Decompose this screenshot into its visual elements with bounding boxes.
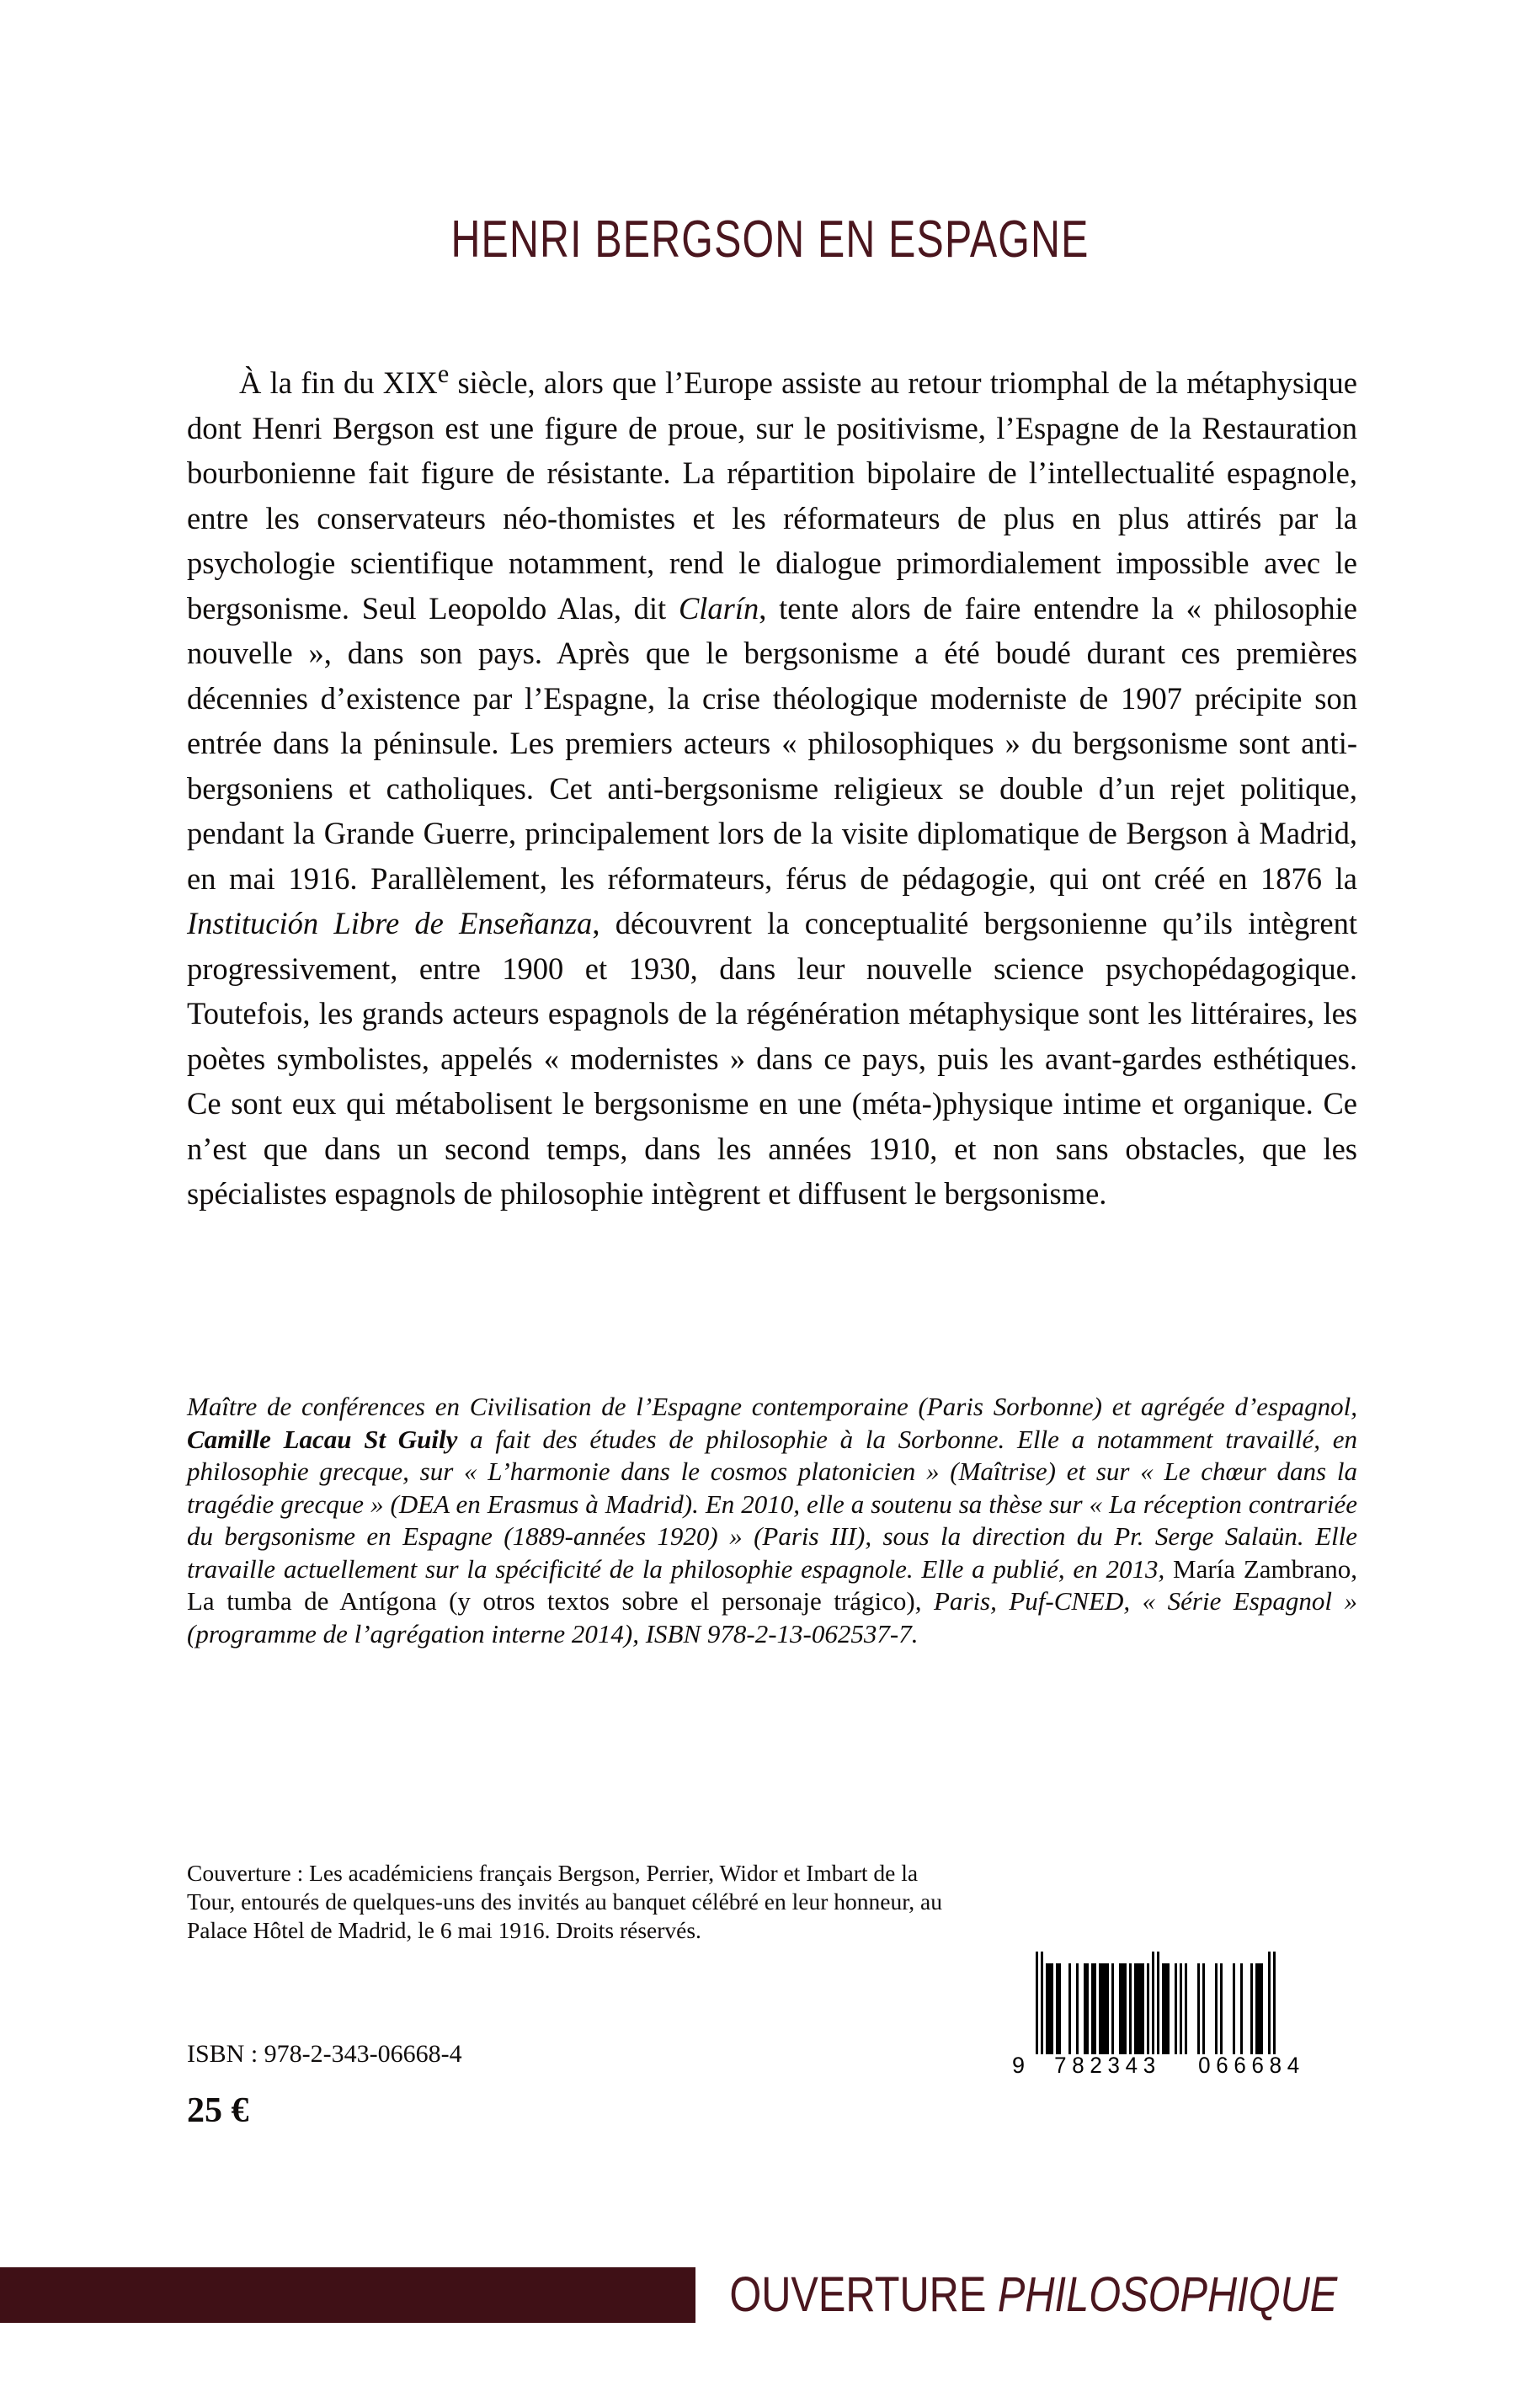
bio-text-part-1: Maître de conférences en Civilisation de l’Espagne contemporaine (Paris Sorbonne) et agrégée d’espagnol,	[187, 1392, 1357, 1421]
blurb-text-part-1: À la fin du XIX	[239, 365, 438, 401]
series-name-word-2: PHILOSOPHIQUE	[997, 2267, 1338, 2322]
barcode-digits	[1012, 2053, 1324, 2079]
isbn-label: ISBN : 978-2-343-06668-4	[187, 2040, 462, 2068]
page-title: HENRI BERGSON EN ESPAGNE	[450, 210, 1090, 269]
barcode-bars	[1036, 1963, 1324, 2054]
series-name-word-1: OUVERTURE	[729, 2267, 987, 2322]
blurb-ordinal-superscript: e	[437, 359, 450, 388]
blurb-italic-clarin: Clarín	[678, 590, 759, 626]
series-name-space	[986, 2267, 998, 2322]
price-label: 25 €	[187, 2091, 249, 2130]
bio-cited-work-title: María Zambrano, La tumba de Antígona (y otros textos sobre el personaje trágico)	[187, 1553, 1357, 1616]
cover-image-credit: Couverture : Les académiciens français Bergson, Perrier, Widor et Imbart de la Tour, entourés de quelques-uns des invités au banquet célébré en leur honneur, au Palace Hôtel de Madrid, le 6 mai 1916. Droits réservés.	[187, 1860, 942, 1943]
author-biography	[187, 1391, 1357, 1650]
blurb-text-part-3: , tente alors de faire entendre la « philosophie nouvelle », dans son pays. Après que le bergsonisme a été boudé durant ces premières décennies d’existence par l’Espagne, la crise théologique moderniste de 1907 précipite son entrée dans la péninsule. Les premiers acteurs « philosophiques » du bergsonisme sont anti-bergsoniens et catholiques. Cet anti-bergsonisme religieux se double d’un rejet politique, pendant la Grande Guerre, principalement lors de la visite diplomatique de Bergson à Madrid, en mai 1916. Parallèlement, les réformateurs, férus de pédagogie, qui ont créé en 1876 la	[187, 590, 1357, 896]
barcode-lead-digit: 9	[1012, 2053, 1026, 2078]
blurb-text-part-4: , découvrent la conceptualité bergsonienne qu’ils intègrent progressivement, entre 1900 et 1930, dans leur nouvelle science psychopédagogique. Toutefois, les grands acteurs espagnols de la régénération métaphysique sont les littéraires, les poètes symbolistes, appelés « modernistes » dans ce pays, puis les avant-gardes esthétiques. Ce sont eux qui métabolisent le bergsonisme en une (méta-)physique intime et organique. Ce n’est que dans un second temps, dans les années 1910, et non sans obstacles, que les spécialistes espagnols de philosophie intègrent et diffusent le bergsonisme.	[187, 906, 1357, 1212]
footer-accent-bar	[0, 2267, 695, 2323]
series-name	[695, 2267, 1405, 2322]
book-summary-paragraph	[187, 352, 1357, 1217]
blurb-italic-institucion: Institución Libre de Enseñanza	[187, 906, 593, 941]
series-footer	[0, 2267, 1540, 2323]
barcode-digit-group-1: 782343	[1054, 2053, 1161, 2078]
bio-text-part-2: a fait des études de philosophie à la Sorbonne. Elle a notamment travaillé, en philosophie grecque, sur « L’harmonie dans le cosmos platonicien » (Maîtrise) et sur « Le chœur dans la tragédie grecque » (DEA en Erasmus à Madrid). En 2010, elle a soutenu sa thèse sur « La réception contrariée du bergsonisme en Espagne (1889-années 1920) » (Paris III), sous la direction du Pr. Serge Salaün. Elle travaille actuellement sur la spécificité de la philosophie espagnole. Elle a publié, en 2013,	[187, 1424, 1358, 1584]
blurb-text-part-2: siècle, alors que l’Europe assiste au retour triomphal de la métaphysique dont Henri Bergson est une figure de proue, sur le positivisme, l’Espagne de la Restauration bourbonienne fait figure de résistante. La répartition bipolaire de l’intellectualité espagnole, entre les conservateurs néo-thomistes et les réformateurs de plus en plus attirés par la psychologie scientifique notamment, rend le dialogue primordialement impossible avec le bergsonisme. Seul Leopoldo Alas, dit	[187, 365, 1357, 626]
author-name: Camille Lacau St Guily	[187, 1424, 458, 1454]
barcode-digit-group-2: 066684	[1198, 2053, 1305, 2078]
ean13-barcode	[1012, 1963, 1324, 2079]
bio-text-part-3: , Paris, Puf-CNED, « Série Espagnol » (programme de l’agrégation interne 2014), ISBN 978-2-13-062537-7.	[187, 1586, 1357, 1648]
